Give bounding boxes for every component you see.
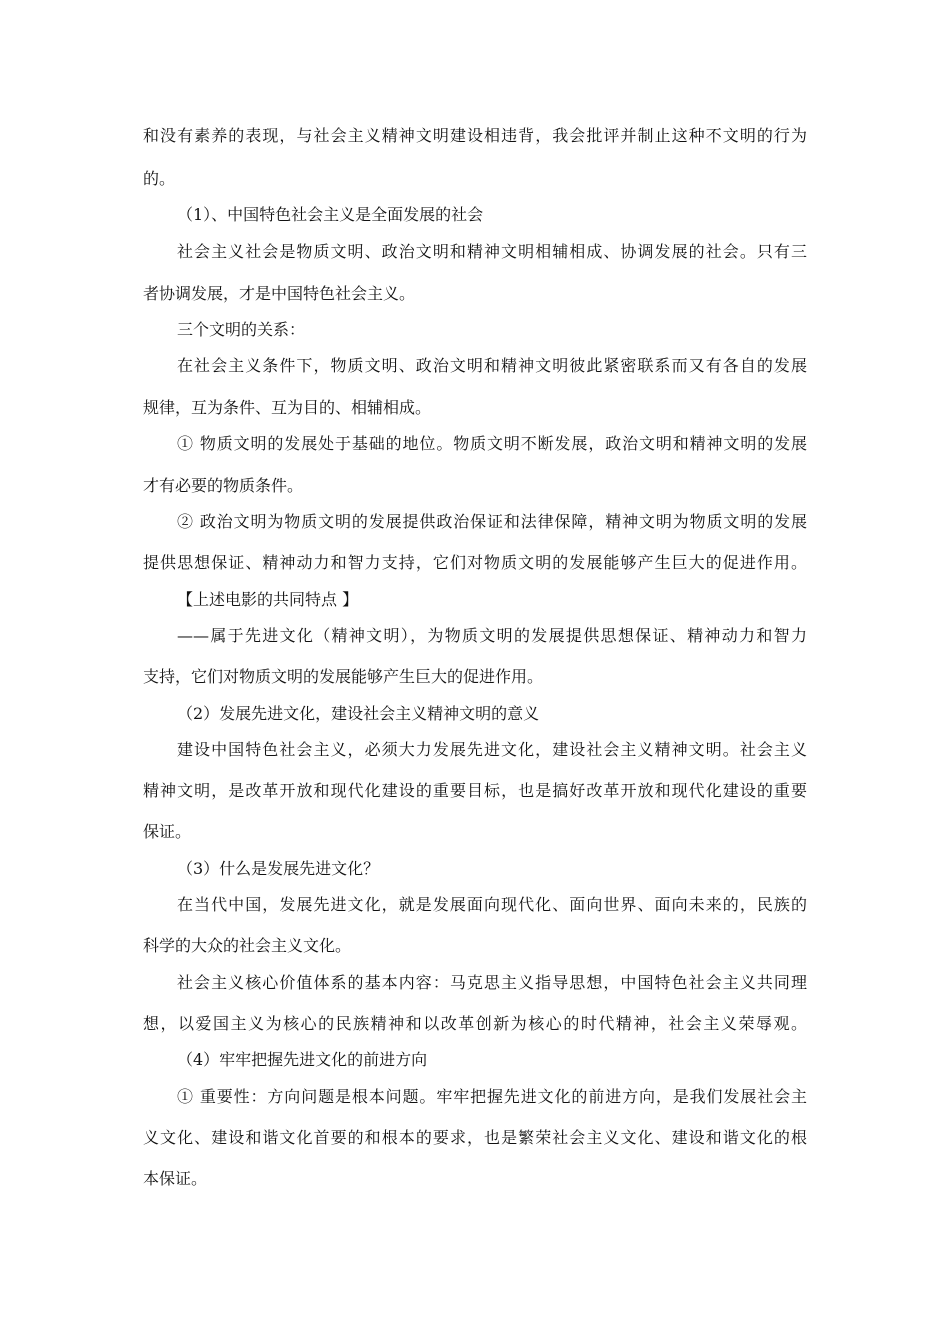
section-heading-1: （1）、中国特色社会主义是全面发展的社会 — [177, 205, 484, 224]
paragraph-line: 社会主义核心价值体系的基本内容：马克思主义指导思想，中国特色社会主义共同理 — [177, 973, 807, 992]
paragraph-line: 在当代中国，发展先进文化，就是发展面向现代化、面向世界、面向未来的，民族的 — [177, 895, 807, 914]
paragraph-line: 规律，互为条件、互为目的、相辅相成。 — [143, 398, 432, 417]
paragraph-line: ——属于先进文化（精神文明），为物质文明的发展提供思想保证、精神动力和智力 — [177, 626, 807, 645]
paragraph-line: 建设中国特色社会主义，必须大力发展先进文化，建设社会主义精神文明。社会主义 — [177, 740, 807, 759]
paragraph-line: 者协调发展，才是中国特色社会主义。 — [143, 284, 416, 303]
paragraph-line: 在社会主义条件下，物质文明、政治文明和精神文明彼此紧密联系而又有各自的发展 — [177, 356, 807, 375]
paragraph-line: 想，以爱国主义为核心的民族精神和以改革创新为核心的时代精神，社会主义荣辱观。 — [143, 1014, 807, 1033]
section-heading-2: （2）发展先进文化，建设社会主义精神文明的意义 — [177, 704, 540, 723]
paragraph-line: 义文化、建设和谐文化首要的和根本的要求，也是繁荣社会主义文化、建设和谐文化的根 — [143, 1128, 807, 1147]
paragraph-line: 精神文明，是改革开放和现代化建设的重要目标，也是搞好改革开放和现代化建设的重要 — [143, 781, 807, 800]
list-item-importance: ① 重要性：方向问题是根本问题。牢牢把握先进文化的前进方向，是我们发展社会主 — [177, 1087, 807, 1106]
list-item-1: ① 物质文明的发展处于基础的地位。物质文明不断发展，政治文明和精神文明的发展 — [177, 434, 807, 453]
paragraph-line: 才有必要的物质条件。 — [143, 476, 304, 495]
paragraph-line: 保证。 — [143, 822, 192, 841]
paragraph-line: 提供思想保证、精神动力和智力支持，它们对物质文明的发展能够产生巨大的促进作用。 — [143, 553, 807, 572]
paragraph-line: 科学的大众的社会主义文化。 — [143, 936, 352, 955]
paragraph-line: 的。 — [143, 169, 176, 188]
list-item-2: ② 政治文明为物质文明的发展提供政治保证和法律保障，精神文明为物质文明的发展 — [177, 512, 807, 531]
subheading-three-civilizations: 三个文明的关系： — [177, 320, 306, 339]
subheading-common-features: 【上述电影的共同特点 】 — [177, 590, 359, 609]
paragraph-line: 支持，它们对物质文明的发展能够产生巨大的促进作用。 — [143, 667, 544, 686]
section-heading-4: （4）牢牢把握先进文化的前进方向 — [177, 1050, 428, 1069]
paragraph-line: 社会主义社会是物质文明、政治文明和精神文明相辅相成、协调发展的社会。只有三 — [177, 242, 807, 261]
section-heading-3: （3）什么是发展先进文化？ — [177, 859, 380, 878]
paragraph-line: 本保证。 — [143, 1169, 208, 1188]
paragraph-line: 和没有素养的表现，与社会主义精神文明建设相违背，我会批评并制止这种不文明的行为 — [143, 126, 807, 145]
